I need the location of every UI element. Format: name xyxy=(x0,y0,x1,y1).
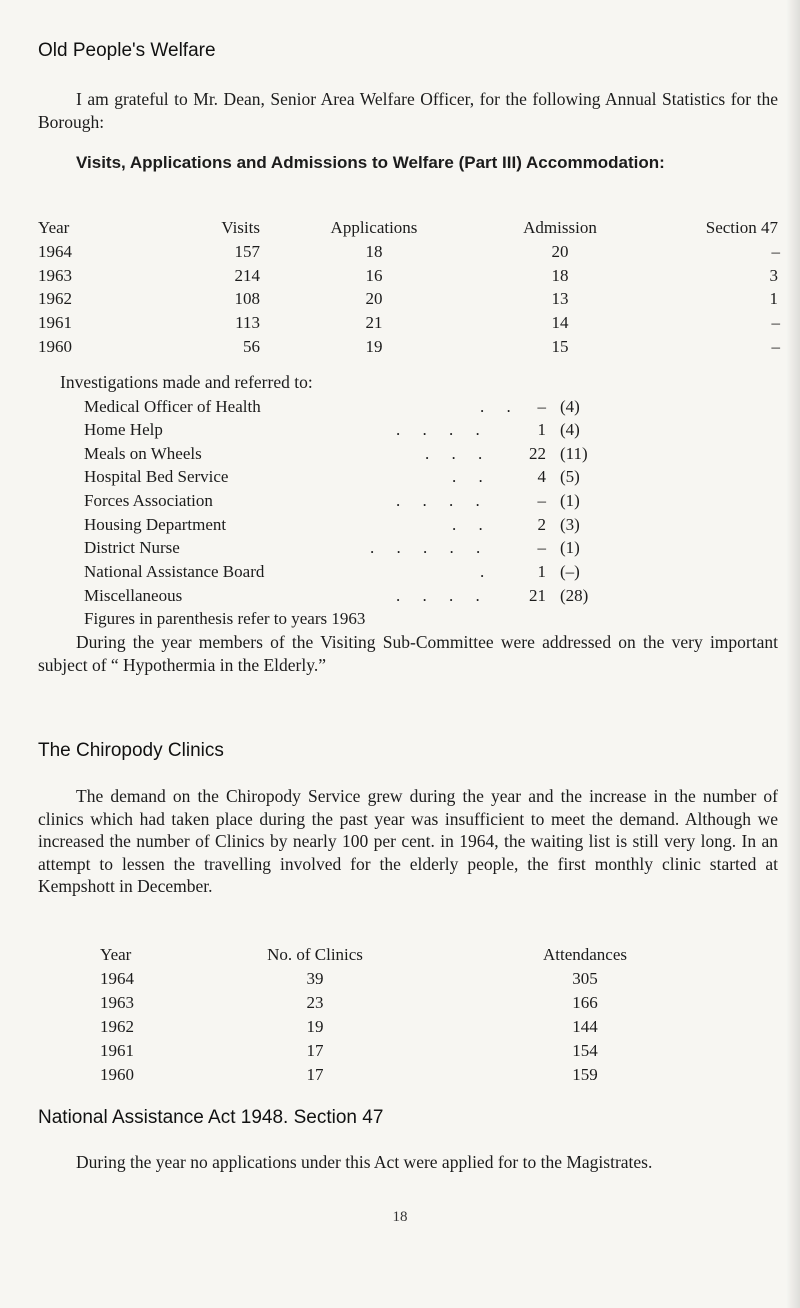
investigation-label: Forces Association xyxy=(84,491,213,510)
leader-dots: . . . . xyxy=(396,420,489,439)
table-cell: 1963 xyxy=(38,266,72,285)
leader-dots: . . . . xyxy=(396,586,489,605)
table-cell: 17 xyxy=(306,1041,324,1060)
investigation-current: 21 xyxy=(529,586,546,605)
table-cell: 1962 xyxy=(38,289,72,308)
investigation-current: – xyxy=(537,538,546,557)
leader-dots: . . . xyxy=(425,444,492,463)
investigation-current: 1 xyxy=(537,420,546,439)
investigation-previous: (5) xyxy=(560,467,580,486)
section-title-chiropody: The Chiropody Clinics xyxy=(38,740,224,761)
table-cell: 21 xyxy=(365,313,383,332)
investigation-previous: (3) xyxy=(560,515,580,534)
investigation-previous: (4) xyxy=(560,397,580,416)
investigation-previous: (11) xyxy=(560,444,588,463)
table-header-cell: Attendances xyxy=(542,945,628,964)
table-header-cell: No. of Clinics xyxy=(267,945,363,964)
leader-dots: . xyxy=(480,562,494,581)
table-header-cell: Year xyxy=(38,218,70,237)
investigation-current: 2 xyxy=(537,515,546,534)
table-cell: 1960 xyxy=(38,337,72,356)
investigation-label: Meals on Wheels xyxy=(84,444,202,463)
investigation-label: National Assistance Board xyxy=(84,562,265,581)
table-header-cell: Applications xyxy=(330,218,418,237)
table-cell: 39 xyxy=(306,969,324,988)
welfare-intro: I am grateful to Mr. Dean, Senior Area Welfare Officer, for the following Annual Statistics for the Borough: xyxy=(38,89,778,132)
investigation-label: Hospital Bed Service xyxy=(84,467,229,486)
section-title-national-assistance: National Assistance Act 1948. Section 47 xyxy=(38,1107,384,1128)
table-cell: 20 xyxy=(365,289,383,308)
investigation-label: District Nurse xyxy=(84,538,180,557)
leader-dots: . . xyxy=(452,515,492,534)
table-cell: 1 xyxy=(769,289,778,308)
table-cell: 3 xyxy=(769,266,778,285)
page-number: 18 xyxy=(392,1209,408,1225)
table-cell: 23 xyxy=(306,993,324,1012)
table-header-cell: Admission xyxy=(523,218,597,237)
table-cell: – xyxy=(771,337,780,356)
table-cell: 19 xyxy=(306,1017,324,1036)
table-cell: 56 xyxy=(243,337,260,356)
investigations-heading: Investigations made and referred to: xyxy=(60,372,313,392)
table-header-cell: Year xyxy=(100,945,132,964)
investigation-previous: (1) xyxy=(560,491,580,510)
table-cell: 144 xyxy=(572,1017,598,1036)
table-cell: 13 xyxy=(551,289,569,308)
leader-dots: . . xyxy=(480,397,520,416)
table-cell: 17 xyxy=(306,1065,324,1084)
table-cell: 108 xyxy=(234,289,260,308)
table-cell: 1964 xyxy=(38,242,72,261)
national-assistance-body: During the year no applications under this Act were applied for to the Magistrates. xyxy=(76,1152,653,1172)
table-cell: 1961 xyxy=(38,313,72,332)
table-header-cell: Section 47 xyxy=(705,218,778,237)
investigation-label: Home Help xyxy=(84,420,163,439)
investigation-label: Miscellaneous xyxy=(84,586,183,605)
table-cell: 154 xyxy=(572,1041,598,1060)
table-cell: 1964 xyxy=(100,969,134,988)
investigation-current: 22 xyxy=(529,444,546,463)
table-cell: 166 xyxy=(572,993,598,1012)
investigation-previous: (–) xyxy=(560,562,580,581)
table-cell: 1960 xyxy=(100,1065,134,1084)
table-cell: – xyxy=(771,242,780,261)
table-cell: 18 xyxy=(551,266,569,285)
investigation-current: 1 xyxy=(537,562,546,581)
table-cell: 20 xyxy=(551,242,569,261)
investigations-note: Figures in parenthesis refer to years 1963 xyxy=(84,609,366,628)
table-cell: 18 xyxy=(365,242,383,261)
table-cell: 14 xyxy=(551,313,569,332)
investigation-label: Medical Officer of Health xyxy=(84,397,261,416)
table-cell: – xyxy=(771,313,780,332)
table-cell: 1963 xyxy=(100,993,134,1012)
table-cell: 159 xyxy=(572,1065,598,1084)
leader-dots: . . xyxy=(452,467,492,486)
table-cell: 1962 xyxy=(100,1017,134,1036)
table-header-cell: Visits xyxy=(221,218,260,237)
section-title-welfare: Old People's Welfare xyxy=(38,40,216,61)
table-cell: 214 xyxy=(234,266,260,285)
investigation-current: – xyxy=(537,491,546,510)
investigation-current: 4 xyxy=(537,467,546,486)
investigation-previous: (1) xyxy=(560,538,580,557)
table-cell: 19 xyxy=(365,337,383,356)
leader-dots: . . . . xyxy=(396,491,489,510)
investigation-previous: (28) xyxy=(560,586,589,605)
welfare-closing: During the year members of the Visiting Sub-Committee were addressed on the very important subject of “ Hypothermia in the Elderly.” xyxy=(38,632,778,675)
table-cell: 157 xyxy=(234,242,260,261)
table-cell: 113 xyxy=(235,313,260,332)
investigation-label: Housing Department xyxy=(84,515,227,534)
page-edge-shadow xyxy=(786,0,800,1308)
investigation-previous: (4) xyxy=(560,420,580,439)
welfare-table-title: Visits, Applications and Admissions to Welfare (Part III) Accommodation: xyxy=(76,153,665,172)
table-cell: 15 xyxy=(551,337,569,356)
table-cell: 16 xyxy=(365,266,383,285)
investigation-current: – xyxy=(537,397,546,416)
table-cell: 305 xyxy=(572,969,598,988)
table-cell: 1961 xyxy=(100,1041,134,1060)
chiropody-body: The demand on the Chiropody Service grew during the year and the increase in the number of clinics which had taken place during the past year was insufficient to meet the demand. Although we increased the number of Clinics by nearly 100 per cent. in 1964, the waiting list is still very long. In an attempt to lessen the travelling involved for the elderly people, the first monthly clinic started at Kempshott in December. xyxy=(38,786,778,897)
leader-dots: . . . . . xyxy=(370,538,490,557)
